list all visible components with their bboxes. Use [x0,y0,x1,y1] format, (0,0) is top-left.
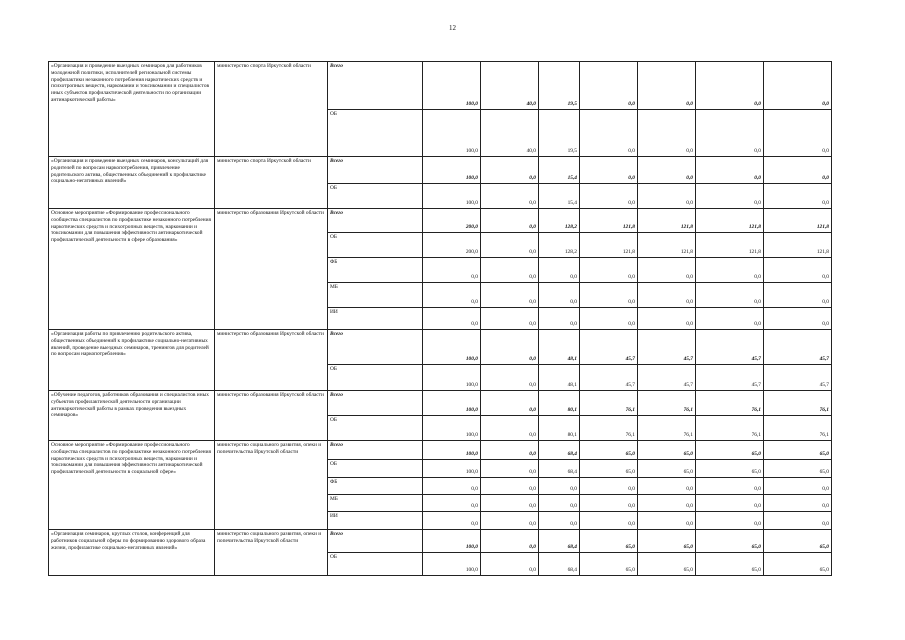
amount-cell: 0,0 [764,184,832,209]
amount-cell: 0,0 [638,283,696,308]
amount-cell: 100,0 [423,553,481,576]
amount-cell: 0,0 [481,553,539,576]
activity-name: «Организация и проведение выездных семинаров для работников молодежной политики, исполнителей региональной системы профилактики незаконного потребления наркотических средств и психотропных веществ, наркомании и токсикомании и специалистов иных субъектов профилактической деятельности по организации антинаркотической работы» [49,62,215,157]
funding-source: Всего [328,209,423,233]
amount-cell: 65,0 [696,530,764,553]
amount-cell: 121,8 [580,233,638,258]
amount-cell: 65,0 [638,530,696,553]
funding-source: Всего [328,157,423,184]
amount-cell: 0,0 [638,308,696,330]
activity-name: Основное мероприятие «Формирование профессионального сообщества специалистов по профилактике незаконного потребления наркотических средств и психотропных веществ, наркомании и токсикомании для повышения эффективности антинаркотической профилактической деятельности в социальной сфере» [49,441,215,530]
amount-cell: 76,1 [638,416,696,441]
amount-cell: 0,0 [696,110,764,157]
amount-cell: 0,0 [580,308,638,330]
amount-cell: 121,8 [638,233,696,258]
amount-cell: 0,0 [481,460,539,478]
responsible-org: министерство социального развития, опеки и попечительства Иркутской области [215,441,328,530]
amount-cell: 0,0 [696,157,764,184]
amount-cell: 65,0 [580,553,638,576]
amount-cell: 0,0 [580,110,638,157]
amount-cell: 0,0 [638,495,696,512]
amount-cell: 128,2 [539,233,580,258]
funding-source: ФБ [328,258,423,283]
amount-cell: 65,0 [638,441,696,460]
budget-table [48,61,832,576]
amount-cell: 0,0 [580,62,638,110]
amount-cell: 76,1 [580,391,638,416]
funding-source: Всего [328,441,423,460]
amount-cell: 19,5 [539,110,580,157]
amount-cell: 0,0 [423,495,481,512]
amount-cell: 76,1 [764,416,832,441]
amount-cell: 0,0 [638,62,696,110]
amount-cell: 45,7 [764,330,832,365]
amount-cell: 0,0 [539,495,580,512]
amount-cell: 68,4 [539,460,580,478]
amount-cell: 0,0 [481,365,539,391]
amount-cell: 0,0 [423,258,481,283]
funding-source: ОБ [328,416,423,441]
amount-cell: 76,1 [580,416,638,441]
amount-cell: 15,4 [539,184,580,209]
amount-cell: 0,0 [481,308,539,330]
amount-cell: 48,1 [539,330,580,365]
amount-cell: 121,8 [764,209,832,233]
amount-cell: 121,8 [696,209,764,233]
amount-cell: 100,0 [423,441,481,460]
amount-cell: 0,0 [696,258,764,283]
activity-name: «Обучение педагогов, работников образования и специалистов иных субъектов профилактической деятельности организации антинаркотической работы в рамках проведения выездных семинаров» [49,391,215,441]
amount-cell: 0,0 [539,308,580,330]
amount-cell: 76,1 [696,416,764,441]
amount-cell: 0,0 [539,512,580,530]
responsible-org: министерство образования Иркутской области [215,209,328,330]
amount-cell: 48,1 [539,365,580,391]
page-number: 12 [449,24,456,32]
amount-cell: 0,0 [423,478,481,495]
amount-cell: 0,0 [638,184,696,209]
amount-cell: 65,0 [638,553,696,576]
amount-cell: 0,0 [696,308,764,330]
funding-source: ОБ [328,184,423,209]
amount-cell: 45,7 [580,330,638,365]
amount-cell: 0,0 [481,512,539,530]
amount-cell: 100,0 [423,416,481,441]
activity-name: Основное мероприятие «Формирование профессионального сообщества специалистов по профилактике незаконного потребления наркотических средств и психотропных веществ, наркомании и токсикомании для повышения эффективности антинаркотической профилактической деятельности в сфере образования» [49,209,215,330]
amount-cell: 121,8 [764,233,832,258]
amount-cell: 0,0 [481,416,539,441]
responsible-org: министерство спорта Иркутской области [215,62,328,157]
amount-cell: 65,0 [764,553,832,576]
table-row [49,391,832,416]
amount-cell: 0,0 [580,157,638,184]
table-row [49,530,832,553]
amount-cell: 100,0 [423,530,481,553]
amount-cell: 100,0 [423,62,481,110]
amount-cell: 0,0 [423,283,481,308]
amount-cell: 65,0 [696,441,764,460]
amount-cell: 0,0 [696,512,764,530]
amount-cell: 76,1 [638,391,696,416]
amount-cell: 0,0 [696,62,764,110]
funding-source: Всего [328,391,423,416]
table-row [49,330,832,365]
amount-cell: 0,0 [764,258,832,283]
amount-cell: 19,5 [539,62,580,110]
amount-cell: 0,0 [481,441,539,460]
amount-cell: 0,0 [638,512,696,530]
amount-cell: 128,2 [539,209,580,233]
amount-cell: 68,4 [539,441,580,460]
amount-cell: 65,0 [638,460,696,478]
amount-cell: 200,0 [423,233,481,258]
amount-cell: 0,0 [580,283,638,308]
amount-cell: 45,7 [696,330,764,365]
amount-cell: 45,7 [696,365,764,391]
amount-cell: 100,0 [423,460,481,478]
amount-cell: 0,0 [696,495,764,512]
funding-source: ОБ [328,110,423,157]
amount-cell: 65,0 [580,530,638,553]
funding-source: ИИ [328,308,423,330]
amount-cell: 0,0 [539,258,580,283]
activity-name: «Организация семинаров, круглых столов, конференций для работников социальной сферы по формированию здорового образа жизни, профилактике социально-негативных явлений» [49,530,215,576]
amount-cell: 45,7 [638,365,696,391]
amount-cell: 200,0 [423,209,481,233]
amount-cell: 0,0 [423,512,481,530]
amount-cell: 0,0 [481,283,539,308]
responsible-org: министерство социального развития, опеки и попечительства Иркутской области [215,530,328,576]
amount-cell: 0,0 [638,478,696,495]
amount-cell: 45,7 [638,330,696,365]
amount-cell: 121,8 [696,233,764,258]
amount-cell: 0,0 [696,478,764,495]
amount-cell: 0,0 [481,391,539,416]
funding-source: ОБ [328,365,423,391]
amount-cell: 0,0 [580,512,638,530]
amount-cell: 0,0 [580,258,638,283]
amount-cell: 0,0 [481,233,539,258]
amount-cell: 0,0 [481,184,539,209]
amount-cell: 0,0 [764,495,832,512]
amount-cell: 0,0 [481,209,539,233]
amount-cell: 0,0 [638,110,696,157]
responsible-org: министерство образования Иркутской области [215,330,328,391]
amount-cell: 0,0 [696,184,764,209]
funding-source: ОБ [328,460,423,478]
amount-cell: 15,4 [539,157,580,184]
amount-cell: 0,0 [481,530,539,553]
table-row [49,62,832,110]
amount-cell: 80,1 [539,416,580,441]
amount-cell: 100,0 [423,365,481,391]
amount-cell: 0,0 [481,478,539,495]
funding-source: Всего [328,330,423,365]
amount-cell: 65,0 [696,553,764,576]
amount-cell: 100,0 [423,157,481,184]
amount-cell: 65,0 [580,441,638,460]
amount-cell: 40,0 [481,62,539,110]
amount-cell: 100,0 [423,184,481,209]
amount-cell: 121,8 [580,209,638,233]
amount-cell: 0,0 [764,512,832,530]
amount-cell: 0,0 [481,495,539,512]
funding-source: Всего [328,62,423,110]
amount-cell: 0,0 [539,283,580,308]
amount-cell: 45,7 [764,365,832,391]
responsible-org: министерство спорта Иркутской области [215,157,328,209]
amount-cell: 65,0 [764,460,832,478]
amount-cell: 0,0 [638,157,696,184]
amount-cell: 0,0 [764,478,832,495]
amount-cell: 65,0 [764,441,832,460]
amount-cell: 0,0 [481,258,539,283]
amount-cell: 0,0 [764,62,832,110]
table-row [49,157,832,184]
amount-cell: 68,4 [539,553,580,576]
funding-source: Всего [328,530,423,553]
amount-cell: 76,1 [696,391,764,416]
funding-source: МБ [328,495,423,512]
amount-cell: 65,0 [764,530,832,553]
amount-cell: 0,0 [764,308,832,330]
amount-cell: 65,0 [696,460,764,478]
amount-cell: 0,0 [580,478,638,495]
amount-cell: 0,0 [423,308,481,330]
funding-source: ФБ [328,478,423,495]
amount-cell: 0,0 [580,495,638,512]
amount-cell: 0,0 [696,283,764,308]
activity-name: «Организация работы по привлечению родительского актива, общественных объединений к профилактике социально-негативных явлений, проведение выездных семинаров, тренингов для родителей по вопросам наркопотребления» [49,330,215,391]
amount-cell: 68,4 [539,530,580,553]
amount-cell: 0,0 [539,478,580,495]
amount-cell: 40,0 [481,110,539,157]
amount-cell: 65,0 [580,460,638,478]
amount-cell: 100,0 [423,110,481,157]
activity-name: «Организация и проведение выездных семинаров, консультаций для родителей по вопросам наркопотребления, привлечение родительского актива, общественных объединений к профилактике социально-негативных явлений» [49,157,215,209]
funding-source: ОБ [328,553,423,576]
responsible-org: министерство образования Иркутской области [215,391,328,441]
amount-cell: 80,1 [539,391,580,416]
amount-cell: 0,0 [764,157,832,184]
amount-cell: 0,0 [481,330,539,365]
amount-cell: 76,1 [764,391,832,416]
funding-source: МБ [328,283,423,308]
amount-cell: 45,7 [580,365,638,391]
amount-cell: 0,0 [764,110,832,157]
funding-source: ИИ [328,512,423,530]
amount-cell: 0,0 [764,283,832,308]
amount-cell: 100,0 [423,330,481,365]
table-row [49,209,832,233]
amount-cell: 0,0 [481,157,539,184]
funding-source: ОБ [328,233,423,258]
amount-cell: 100,0 [423,391,481,416]
table-row [49,441,832,460]
amount-cell: 121,8 [638,209,696,233]
amount-cell: 0,0 [638,258,696,283]
amount-cell: 0,0 [580,184,638,209]
